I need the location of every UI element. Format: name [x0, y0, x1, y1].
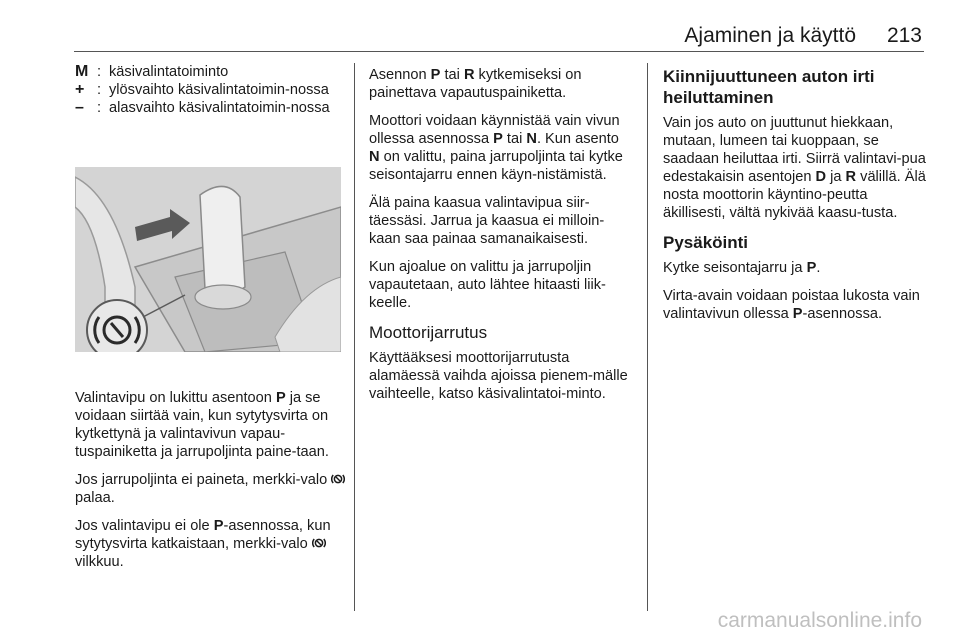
- paragraph: Älä paina kaasua valintavipua siir-täessäsi. Jarrua ja kaasua ei milloin-kaan saa painaa samanaikaisesti.: [369, 195, 605, 247]
- paragraph: Käyttääksesi moottorijarrutusta alamäessä vaihda ajoissa pienem-mälle vaihteelle, katso käsivalintatoi-minto.: [369, 350, 628, 402]
- watermark: carmanualsonline.info: [717, 609, 922, 632]
- section-heading: Kiinnijuuttuneen auton irti heiluttaminen: [663, 67, 875, 107]
- gear-selector-illustration: [75, 167, 341, 352]
- legend-text: käsivalintatoiminto: [109, 64, 229, 80]
- paragraph: Valintavipu on lukittu asentoon P ja se voidaan siirtää vain, kun sytytysvirta on kytkettynä ja valintavivun vapau-tuspainiketta ja jarrupoljinta paine-taan.: [75, 390, 329, 460]
- section-title: Ajaminen ja käyttö: [684, 24, 856, 47]
- column-1-text: [75, 389, 347, 581]
- header-divider: [74, 51, 924, 52]
- column-1: [75, 63, 347, 117]
- paragraph: Moottori voidaan käynnistää vain vivun ollessa asennossa P tai N. Kun asento N on valittu, paina jarrupoljinta tai kytke seisontajarru ennen käyn-nistämistä.: [369, 113, 623, 183]
- column-3: [663, 66, 927, 333]
- downshift-symbol: –: [75, 99, 84, 116]
- column-divider-1: [354, 63, 355, 611]
- manual-mode-symbol: M: [75, 63, 89, 80]
- section-heading: Pysäköinti: [663, 233, 749, 252]
- page-number: 213: [886, 24, 922, 47]
- legend-text: alasvaihto käsivalintatoimin-nossa: [109, 100, 330, 116]
- legend-text: ylösvaihto käsivalintatoimin-nossa: [109, 82, 329, 98]
- paragraph: Jos jarrupoljinta ei paineta, merkki-valo palaa.: [75, 471, 347, 507]
- column-divider-2: [647, 63, 648, 611]
- paragraph: Vain jos auto on juuttunut hiekkaan, mutaan, lumeen tai kuoppaan, se saadaan heiluttaa irti. Siirrä valintavi-pua edestakaisin asentojen D ja R välillä. Älä nosta moottorin käyntino-peutta äkillisesti, vältä nykivää kaasu-tusta.: [663, 115, 926, 221]
- paragraph: Kytke seisontajarru ja P.: [663, 260, 821, 276]
- section-heading: Moottorijarrutus: [369, 323, 488, 342]
- column-2: [369, 66, 633, 413]
- page-header: [0, 0, 960, 56]
- brake-warning-icon: [312, 536, 326, 550]
- paragraph: Virta-avain voidaan poistaa lukosta vain valintavivun ollessa P-asennossa.: [663, 288, 920, 322]
- brake-warning-icon: [331, 472, 345, 486]
- gear-selector-drawing: [75, 167, 341, 352]
- paragraph: Kun ajoalue on valittu ja jarrupoljin vapautetaan, auto lähtee hitaasti liik-keelle.: [369, 259, 606, 311]
- upshift-symbol: +: [75, 81, 85, 98]
- paragraph: Asennon P tai R kytkemiseksi on painettava vapautuspainiketta.: [369, 67, 582, 101]
- paragraph: Jos valintavipu ei ole P-asennossa, kun sytytysvirta katkaistaan, merkki-valo vilkkuu.: [75, 518, 331, 570]
- shift-legend: M : käsivalintatoiminto + : ylösvaihto käsivalintatoimin-nossa – : alasvaihto käsivalintatoimin-nossa: [75, 63, 347, 117]
